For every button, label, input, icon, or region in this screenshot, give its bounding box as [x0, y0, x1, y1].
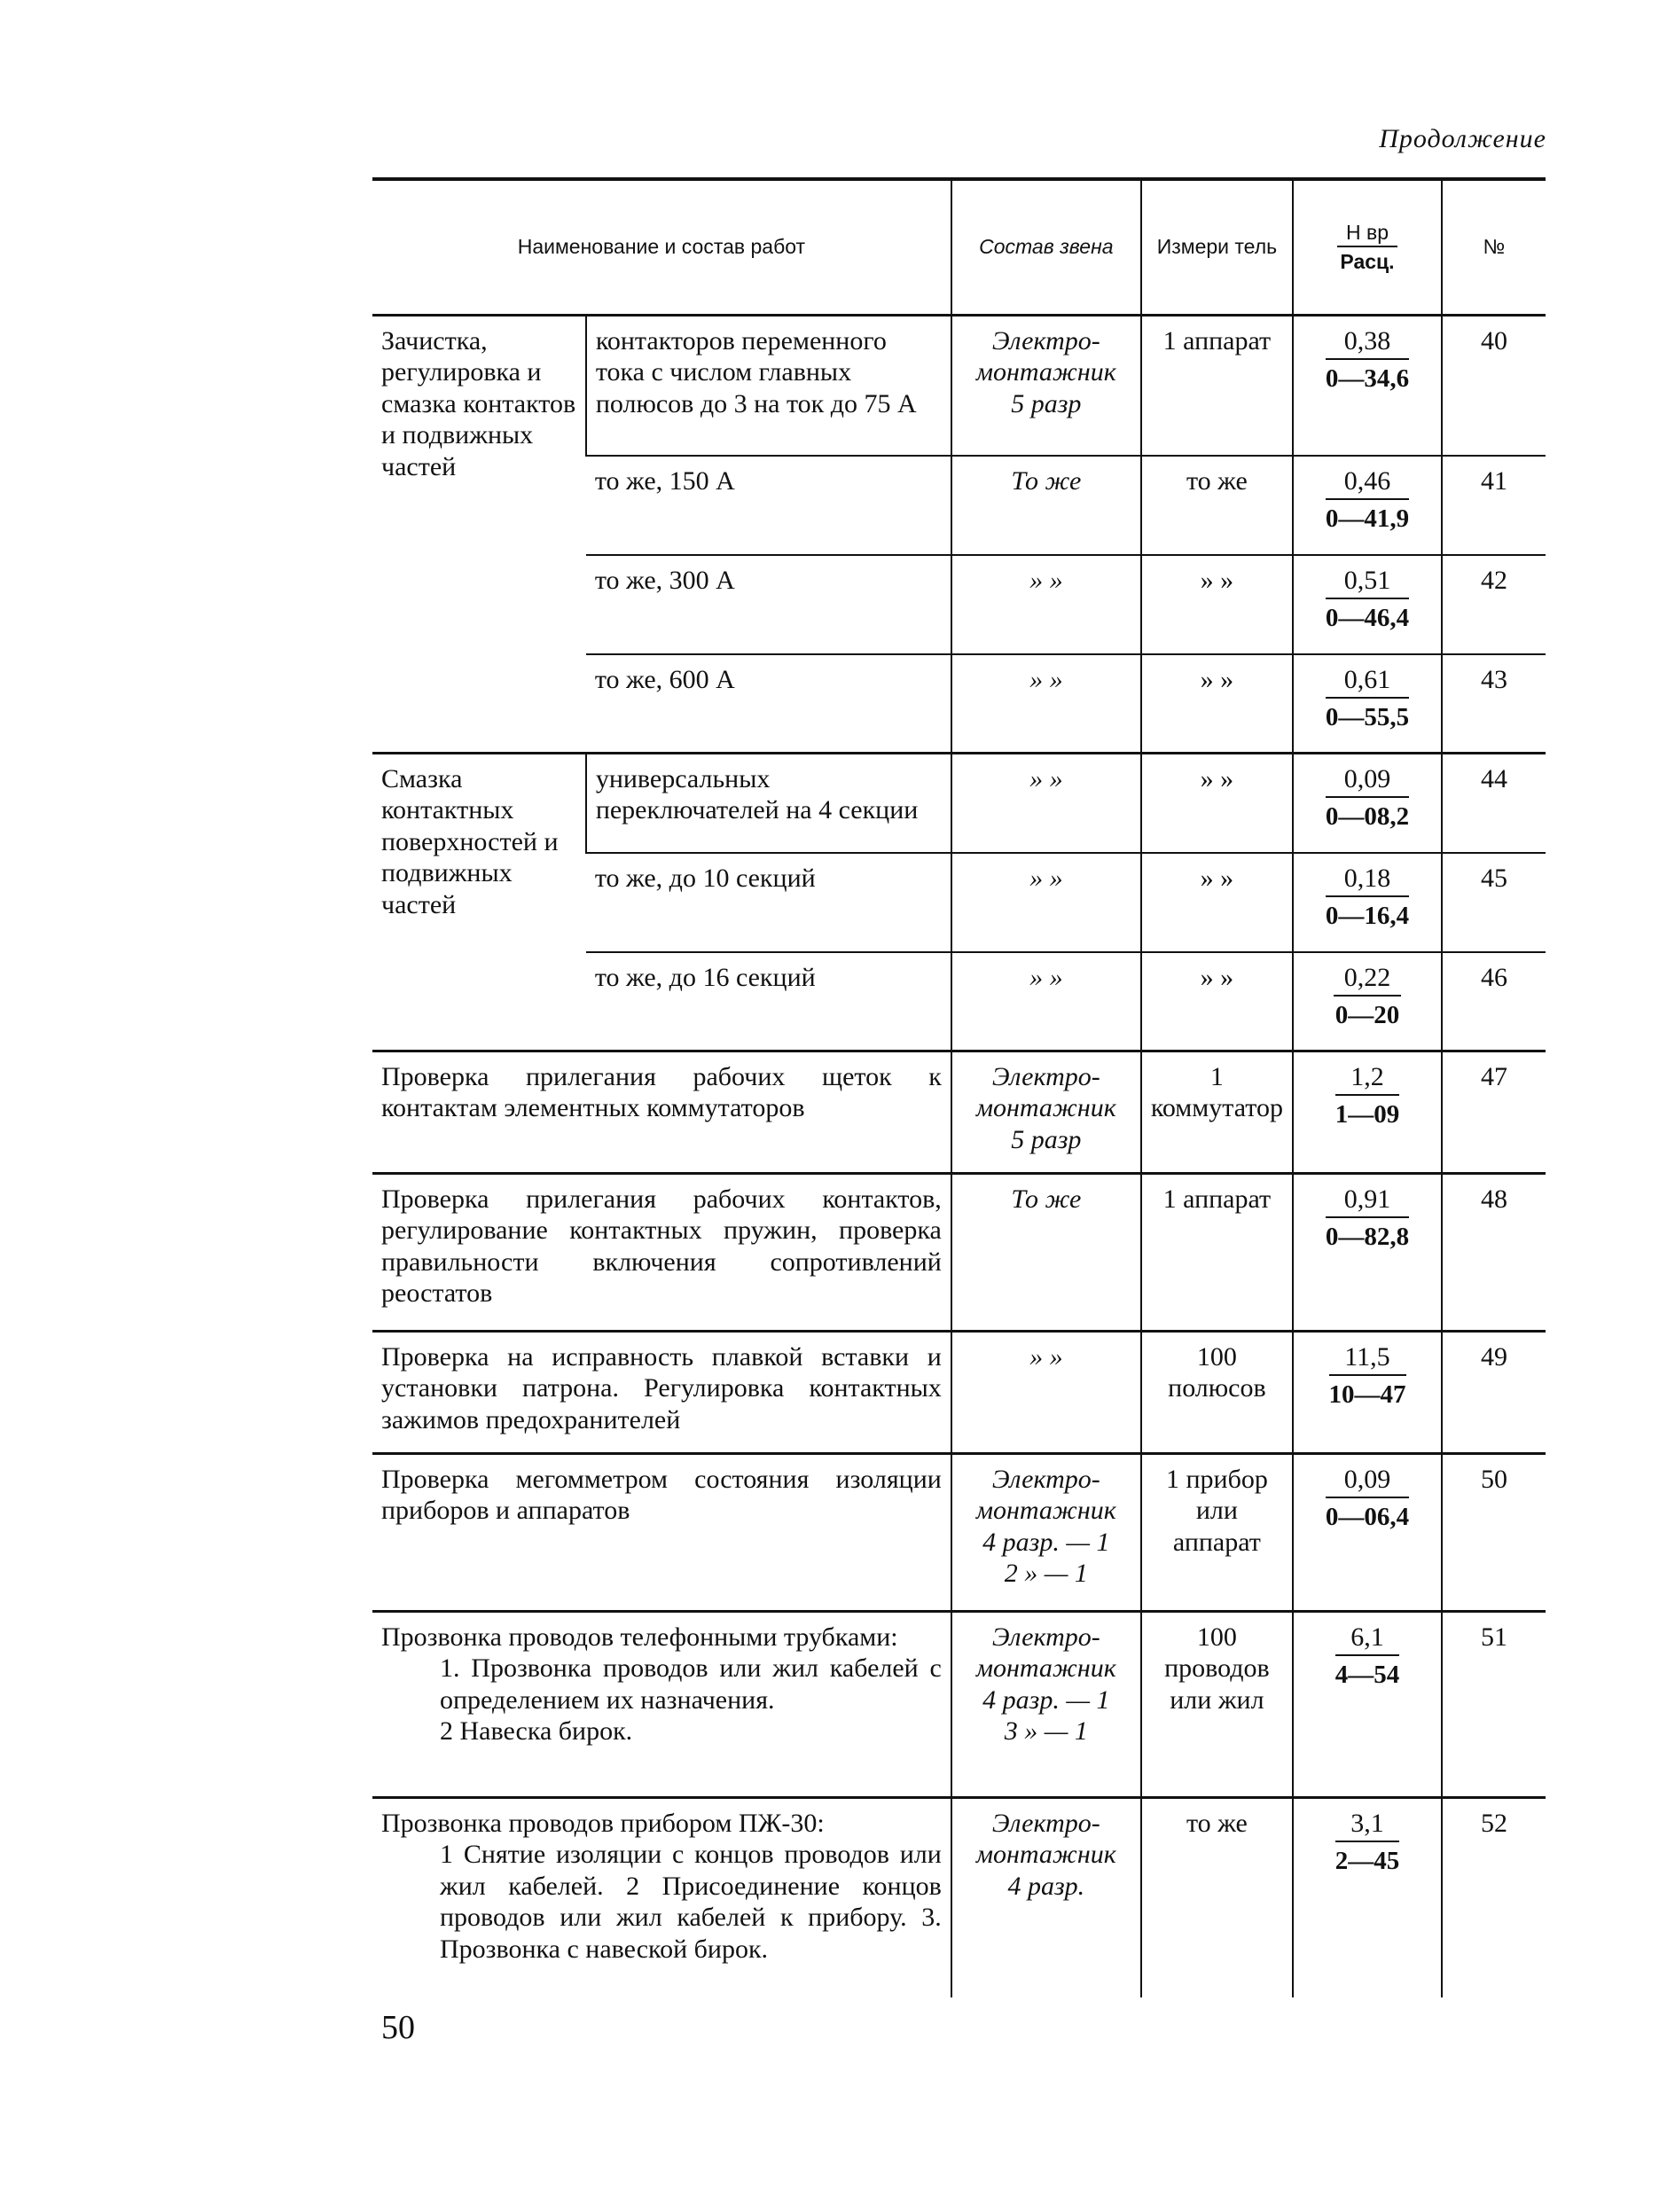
row-team: » » [951, 1332, 1141, 1454]
row-text: Прозвонка проводов телефонными трубками: 1. Прозвонка проводов или жил кабелей с определением их назначения. 2 Навеска бирок. [372, 1612, 951, 1798]
row-norm: $\frac{0,22}{0—20}$ [1293, 952, 1442, 1051]
header-norm-bottom: Расц. [1340, 250, 1395, 273]
row-text: Проверка прилегания рабочих щеток к контактам элементных коммутаторов [372, 1051, 951, 1174]
row-unit: 1 прибор или аппарат [1141, 1454, 1293, 1612]
row-num: 48 [1442, 1174, 1546, 1332]
row-unit: 1 аппарат [1141, 1174, 1293, 1332]
row-num: 50 [1442, 1454, 1546, 1612]
table-row [372, 1174, 1546, 1332]
row-team: То же [951, 456, 1141, 555]
header-num: № [1442, 179, 1546, 316]
row-unit: » » [1141, 555, 1293, 654]
row-num: 49 [1442, 1332, 1546, 1454]
group-label: Зачистка, регулировка и смазка контактов и подвижных частей [381, 326, 576, 481]
row-sub: то же, 600 А [586, 654, 951, 754]
row-norm: $\frac{0,18}{0—16,4}$ [1293, 853, 1442, 952]
table-row [372, 1612, 1546, 1798]
row-norm: $\frac{0,09}{0—08,2}$ [1293, 754, 1442, 853]
row-unit: 100 проводов или жил [1141, 1612, 1293, 1798]
row-team: » » [951, 555, 1141, 654]
row-team: Электро- монтажник 4 разр. — 1 2 » — 1 [951, 1454, 1141, 1612]
row-team: Электро- монтажник 4 разр. [951, 1798, 1141, 1997]
row-team: » » [951, 654, 1141, 754]
row-num: 40 [1442, 316, 1546, 456]
header-team: Состав звена [951, 179, 1141, 316]
row-team: Электро- монтажник 5 разр [951, 316, 1141, 456]
row-unit: » » [1141, 853, 1293, 952]
row-unit: 1 аппарат [1141, 316, 1293, 456]
row-num: 41 [1442, 456, 1546, 555]
table-row [372, 1051, 1546, 1174]
row-num: 51 [1442, 1612, 1546, 1798]
row-unit: то же [1141, 456, 1293, 555]
row-norm: $\frac{0,51}{0—46,4}$ [1293, 555, 1442, 654]
table-row [372, 1454, 1546, 1612]
row-norm: $\frac{0,38}{0—34,6}$ [1293, 316, 1442, 456]
row-num: 46 [1442, 952, 1546, 1051]
header-name: Наименование и состав работ [372, 179, 951, 316]
row-num: 45 [1442, 853, 1546, 952]
table-row [372, 754, 1546, 853]
row-text: Проверка мегомметром состояния изоляции приборов и аппаратов [372, 1454, 951, 1612]
row-text: Проверка на исправность плавкой вставки и установки патрона. Регулировка контактных зажимов предохранителей [372, 1332, 951, 1454]
row-unit: то же [1141, 1798, 1293, 1997]
row-norm: $\frac{0,91}{0—82,8}$ [1293, 1174, 1442, 1332]
group-label: Смазка контактных поверхностей и подвижных частей [372, 754, 586, 1051]
header-unit: Измери тель [1141, 179, 1293, 316]
table-row [372, 1798, 1546, 1997]
header-norm [1293, 179, 1442, 316]
row-norm: $\frac{0,09}{0—06,4}$ [1293, 1454, 1442, 1612]
row-sub: то же, до 10 секций [586, 853, 951, 952]
row-unit: » » [1141, 654, 1293, 754]
row-num: 52 [1442, 1798, 1546, 1997]
row-num: 42 [1442, 555, 1546, 654]
row-norm: $\frac{6,1}{4—54}$ [1293, 1612, 1442, 1798]
row-team: Электро- монтажник 5 разр [951, 1051, 1141, 1174]
row-norm: $\frac{1,2}{1—09}$ [1293, 1051, 1442, 1174]
row-sub: то же, до 16 секций [586, 952, 951, 1051]
row-sub: универсальных переключателей на 4 секции [586, 754, 951, 853]
row-sub: контакторов переменного тока с числом главных полюсов до 3 на ток до 75 А [586, 316, 951, 456]
row-norm: $\frac{0,61}{0—55,5}$ [1293, 654, 1442, 754]
row-norm: $\frac{0,46}{0—41,9}$ [1293, 456, 1442, 555]
norms-table [372, 177, 1546, 1997]
row-team: » » [951, 952, 1141, 1051]
row-team: » » [951, 754, 1141, 853]
row-norm: $\frac{3,1}{2—45}$ [1293, 1798, 1442, 1997]
continuation-label: Продолжение [1379, 124, 1546, 153]
row-unit: » » [1141, 952, 1293, 1051]
row-sub: то же, 150 А [586, 456, 951, 555]
table-row [372, 1332, 1546, 1454]
page-number: 50 [381, 2009, 415, 2046]
row-num: 43 [1442, 654, 1546, 754]
row-num: 44 [1442, 754, 1546, 853]
header-norm-top: Н вр [1337, 221, 1397, 247]
row-num: 47 [1442, 1051, 1546, 1174]
row-unit: 100 полюсов [1141, 1332, 1293, 1454]
row-team: Электро- монтажник 4 разр. — 1 3 » — 1 [951, 1612, 1141, 1798]
row-sub: то же, 300 А [586, 555, 951, 654]
row-team: » » [951, 853, 1141, 952]
row-text: Проверка прилегания рабочих контактов, регулирование контактных пружин, проверка правильности включения сопротивлений реостатов [372, 1174, 951, 1332]
row-text: Прозвонка проводов прибором ПЖ-30: 1 Снятие изоляции с концов проводов или жил кабелей. 2 Присоединение концов проводов или жил кабелей к прибору. 3. Прозвонка с навеской бирок. [372, 1798, 951, 1997]
row-team: То же [951, 1174, 1141, 1332]
table-header [372, 179, 1546, 316]
row-norm: $\frac{11,5}{10—47}$ [1293, 1332, 1442, 1454]
row-unit: 1 коммутатор [1141, 1051, 1293, 1174]
row-unit: » » [1141, 754, 1293, 853]
table-row [372, 316, 1546, 456]
